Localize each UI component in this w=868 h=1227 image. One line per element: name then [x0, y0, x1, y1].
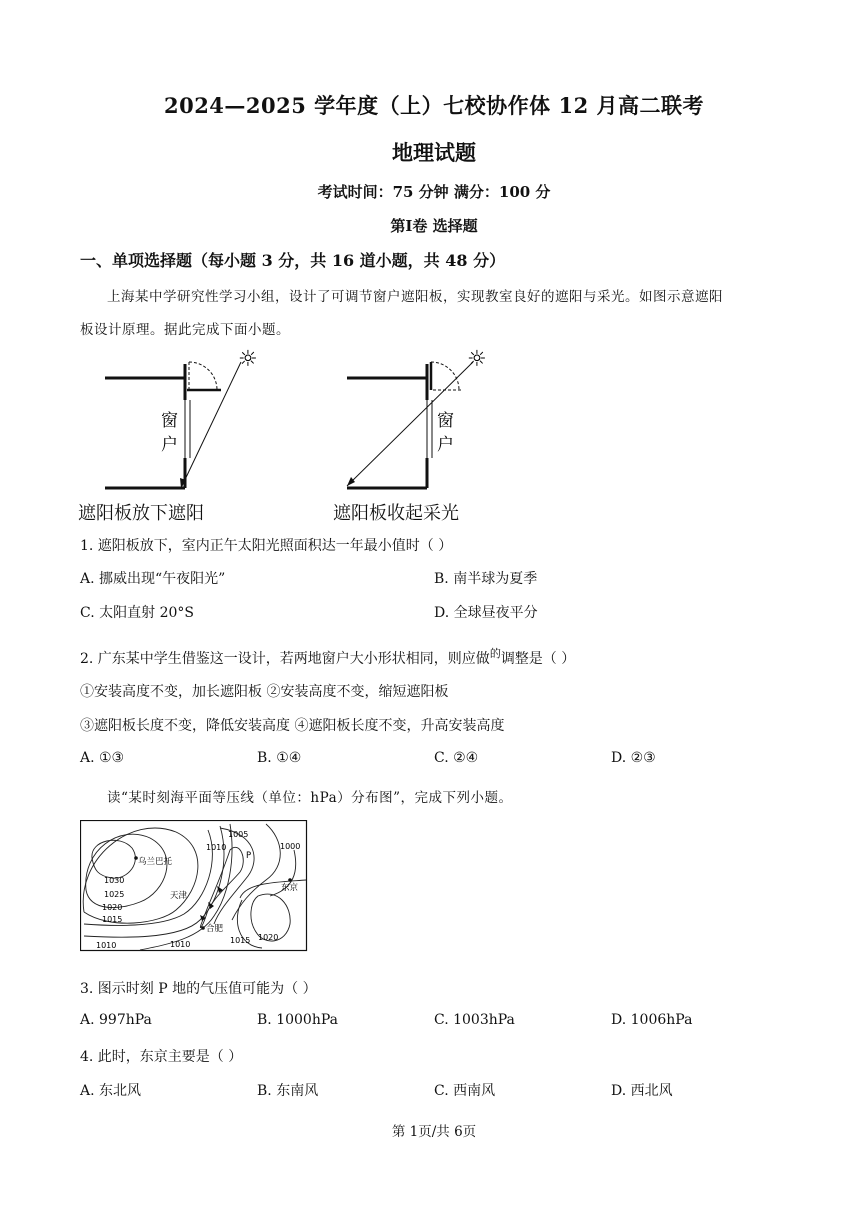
isobar-label-1020-right: 1020 — [258, 933, 279, 942]
q2-stem — [80, 645, 575, 668]
window-label-right-1: 窗 — [437, 411, 454, 431]
q1-option-a: A. 挪威出现“午夜阳光” — [80, 571, 226, 587]
q4-stem: 4. 此时，东京主要是（ ） — [80, 1049, 243, 1065]
isobar-label-1010-mid: 1010 — [170, 940, 191, 949]
q4-option-a: A. 东北风 — [80, 1083, 142, 1099]
q4-option-d: D. 西北风 — [611, 1083, 673, 1099]
label-tokyo: 东京 — [281, 883, 299, 893]
q2-option-d: D. ②③ — [611, 750, 656, 766]
section-heading: 一、单项选择题（每小题 3 分，共 16 道小题，共 48 分） — [80, 251, 506, 270]
isobar-label-1005: 1005 — [228, 830, 249, 839]
isobar-label-1015-right: 1015 — [230, 936, 251, 945]
q2-stem-sup: 的 — [489, 647, 501, 660]
isobar-label-1010-bottom: 1010 — [96, 941, 117, 950]
isobar-map — [80, 820, 308, 952]
caption-lowered: 遮阳板放下遮阳 — [78, 503, 204, 524]
q3-stem: 3. 图示时刻 P 地的气压值可能为（ ） — [80, 981, 317, 997]
q3-option-d: D. 1006hPa — [611, 1012, 693, 1028]
label-p: P — [246, 851, 252, 861]
q2-statement-line-1: ①安装高度不变，加长遮阳板 ②安装高度不变，缩短遮阳板 — [80, 684, 449, 700]
intro-line-2: 板设计原理。据此完成下面小题。 — [80, 322, 290, 338]
q1-option-c: C. 太阳直射 20°S — [80, 605, 194, 621]
isobar-label-1025: 1025 — [104, 890, 125, 899]
isobar-label-1015-left: 1015 — [102, 915, 123, 924]
intro-line-1: 上海某中学研究性学习小组，设计了可调节窗户遮阳板，实现教室良好的遮阳与采光。如图示意遮阳 — [107, 289, 723, 305]
exam-title: 2024—2025 学年度（上）七校协作体 12 月高二联考 — [163, 93, 705, 118]
sunshade-raised-diagram — [347, 362, 473, 488]
window-label-left-2: 户 — [161, 435, 178, 455]
passage2-intro: 读“某时刻海平面等压线（单位：hPa）分布图”，完成下列小题。 — [107, 790, 513, 806]
window-label-right-2: 户 — [437, 435, 454, 455]
page-number: 第 1页/共 6页 — [391, 1124, 477, 1140]
q3-option-c: C. 1003hPa — [434, 1012, 515, 1028]
label-hefei: 合肥 — [206, 924, 224, 934]
q2-statement-line-2: ③遮阳板长度不变，降低安装高度 ④遮阳板长度不变，升高安装高度 — [80, 718, 505, 734]
sunshade-figure — [75, 340, 495, 525]
sun-icon-right: ☼ — [467, 347, 487, 372]
q4-option-b: B. 东南风 — [257, 1083, 319, 1099]
q3-option-a: A. 997hPa — [80, 1012, 152, 1028]
q2-option-b: B. ①④ — [257, 750, 302, 766]
q1-option-b: B. 南半球为夏季 — [434, 571, 538, 587]
label-tianjin: 天津 — [170, 891, 188, 901]
q2-option-c: C. ②④ — [434, 750, 479, 766]
window-label-left-1: 窗 — [161, 411, 178, 431]
volume-title: 第Ⅰ卷 选择题 — [390, 217, 478, 235]
q2-stem-part1: 2. 广东某中学生借鉴这一设计，若两地窗户大小形状相同，则应做 — [80, 651, 490, 667]
subject-title: 地理试题 — [392, 140, 476, 165]
exam-info: 考试时间：75 分钟 满分：100 分 — [317, 183, 551, 201]
q3-option-b: B. 1000hPa — [257, 1012, 338, 1028]
isobar-label-1010-top: 1010 — [206, 843, 227, 852]
q1-option-d: D. 全球昼夜平分 — [434, 605, 538, 621]
isobar-label-1030: 1030 — [104, 876, 125, 885]
caption-raised: 遮阳板收起采光 — [333, 503, 459, 524]
q2-option-a: A. ①③ — [80, 750, 125, 766]
isobar-label-1020-left: 1020 — [102, 903, 123, 912]
isobar-label-1000: 1000 — [280, 842, 301, 851]
sun-icon-left: ☼ — [238, 347, 258, 372]
label-ulaanbaatar: 乌兰巴托 — [138, 857, 173, 867]
q2-stem-part2: 调整是（ ） — [500, 651, 576, 667]
q1-stem: 1. 遮阳板放下，室内正午太阳光照面积达一年最小值时（ ） — [80, 538, 453, 554]
q4-option-c: C. 西南风 — [434, 1083, 496, 1099]
